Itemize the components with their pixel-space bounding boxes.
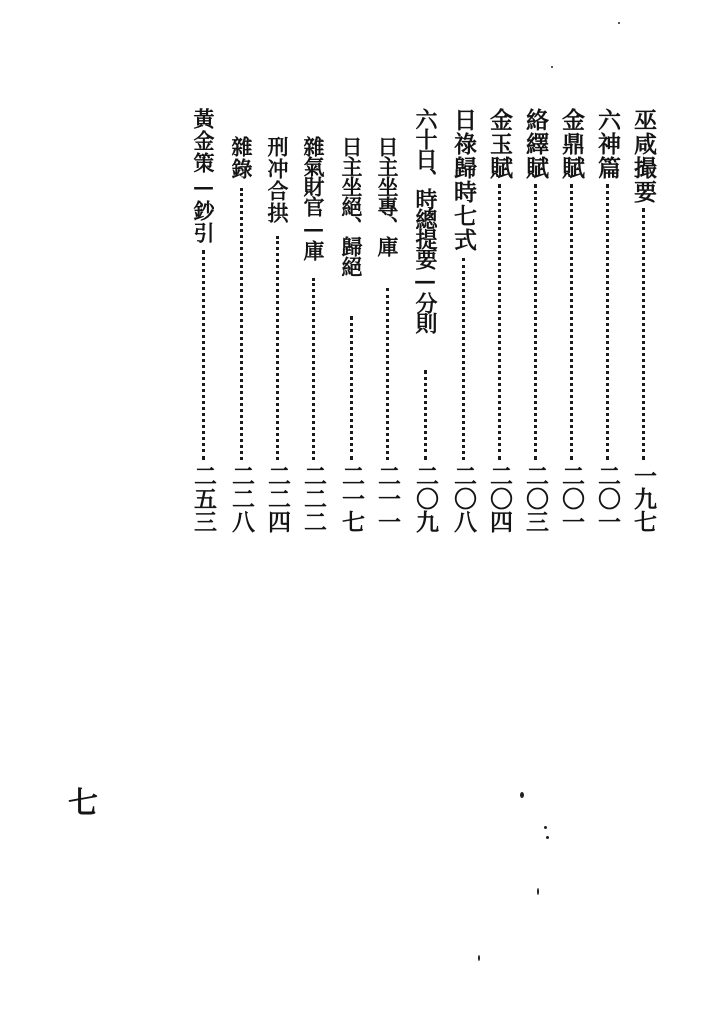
toc-entry-page: 二二二 (300, 464, 327, 533)
toc-entry-page: 二〇三 (522, 464, 549, 533)
toc-entry-title: 雜氣財官—庫 (301, 136, 326, 260)
dot-leader (202, 250, 205, 460)
toc-entry-page: 二〇一 (558, 464, 585, 533)
toc-entry[interactable] (484, 108, 514, 536)
toc-entry-page: 二一七 (338, 464, 365, 533)
toc-entry-title: 日主坐絕、歸絕 (339, 136, 364, 276)
toc-entry-title: 六神篇 (594, 108, 621, 180)
dot-leader (276, 236, 279, 460)
dot-leader (498, 184, 501, 460)
toc-entry[interactable] (628, 108, 658, 536)
toc-entry-title: 日主坐專、庫 (375, 136, 400, 256)
dot-leader (462, 258, 465, 460)
toc-entry-page: 二〇八 (450, 464, 477, 533)
toc-entry-title: 刑冲合拱 (265, 136, 290, 224)
toc-entry-title: 金玉賦 (486, 108, 513, 180)
scan-speck (551, 66, 553, 68)
toc-entry-page: 二二四 (264, 464, 291, 533)
toc-entry-title: 巫咸撮要 (630, 108, 657, 204)
toc-entry-page: 二五三 (190, 464, 217, 533)
toc-entry-page: 二一一 (374, 464, 401, 533)
toc-entry-page: 二〇一 (594, 464, 621, 533)
scan-speck (546, 836, 549, 839)
dot-leader (642, 208, 645, 460)
toc-entry[interactable] (520, 108, 550, 536)
toc-entry-title: 六十日、時總提要—分則 (412, 108, 438, 332)
dot-leader (312, 278, 315, 460)
toc-entry-page: 二〇九 (412, 464, 439, 533)
toc-entry-title: 絡繹賦 (522, 108, 549, 180)
dot-leader (606, 184, 609, 460)
toc-entry[interactable] (372, 108, 402, 536)
toc-entry[interactable] (262, 108, 292, 536)
scan-speck (618, 22, 620, 24)
scan-speck (544, 826, 547, 829)
toc-entry[interactable] (298, 108, 328, 536)
toc-entry[interactable] (336, 108, 366, 536)
dot-leader (424, 370, 427, 460)
toc-entry[interactable] (556, 108, 586, 536)
table-of-contents (186, 108, 666, 538)
toc-entry[interactable] (410, 108, 440, 536)
toc-entry-page: 二〇四 (486, 464, 513, 533)
toc-entry[interactable] (448, 108, 478, 536)
toc-entry-title: 金鼎賦 (558, 108, 585, 180)
page-number: 七 (68, 786, 98, 821)
dot-leader (570, 184, 573, 460)
toc-entry[interactable] (592, 108, 622, 536)
toc-entry-page: 一九七 (630, 464, 657, 533)
dot-leader (534, 184, 537, 460)
toc-entry-title: 日祿歸時七式 (450, 108, 477, 252)
scan-speck (478, 955, 480, 961)
dot-leader (350, 316, 353, 460)
dot-leader (240, 188, 243, 460)
toc-entry-title: 黃金策—鈔引 (191, 108, 216, 244)
toc-entry[interactable] (188, 108, 218, 536)
toc-entry-page: 二二八 (228, 464, 255, 533)
scan-speck (537, 888, 539, 895)
toc-entry-title: 雜錄 (229, 136, 254, 180)
scan-speck (520, 792, 524, 798)
toc-entry[interactable] (226, 108, 256, 536)
dot-leader (386, 288, 389, 460)
